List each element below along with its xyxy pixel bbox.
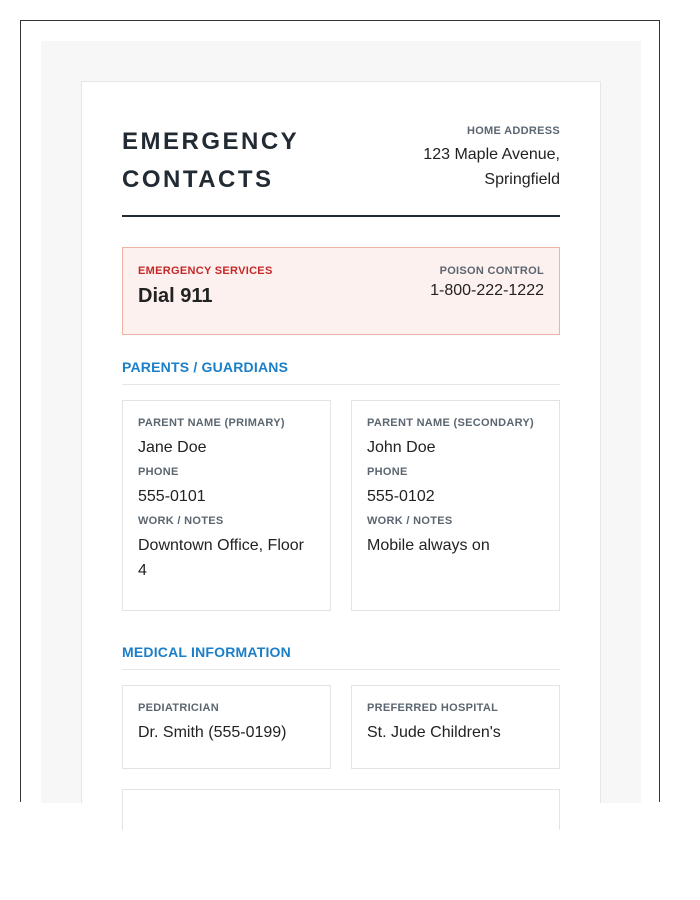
emergency-services-label: EMERGENCY SERVICES [138,265,273,277]
pediatrician-value: Dr. Smith (555-0199) [138,724,287,741]
notes-label: WORK / NOTES [367,515,453,527]
parent-name-value: John Doe [367,439,436,456]
parents-grid [122,400,560,611]
poison-control-label: POISON CONTROL [439,265,544,277]
page-frame [20,20,660,802]
emergency-alert-box [122,247,560,335]
medical-grid [122,685,560,769]
field-parent-name [367,417,544,460]
field-notes [138,515,315,583]
poison-control-value: 1-800-222-1222 [430,282,544,299]
field-notes [367,515,544,558]
field-parent-name [138,417,315,460]
notes-label: WORK / NOTES [138,515,224,527]
poison-control-block [430,265,544,334]
notes-value: Mobile always on [367,537,490,554]
phone-value: 555-0102 [367,488,435,505]
hospital-card [351,685,560,769]
parent-name-value: Jane Doe [138,439,207,456]
notes-value: Downtown Office, Floor 4 [138,537,304,579]
parent-name-label: PARENT NAME (SECONDARY) [367,417,535,429]
pediatrician-label: PEDIATRICIAN [138,702,220,714]
hospital-value: St. Jude Children's [367,724,501,741]
pediatrician-card [122,685,331,769]
section-title-medical: MEDICAL INFORMATION [122,644,560,670]
section-title-parents: PARENTS / GUARDIANS [122,359,560,385]
parent-card-primary [122,400,331,611]
emergency-services-value: Dial 911 [138,285,213,307]
parent-card-secondary [351,400,560,611]
phone-label: PHONE [367,466,408,478]
phone-value: 555-0101 [138,488,206,505]
field-phone [367,466,544,509]
page-title: EMERGENCY CONTACTS [122,128,299,193]
additional-info-box [122,789,560,830]
home-address-block [415,125,560,192]
page-background [41,41,641,803]
home-address-value: 123 Maple Avenue, Springfield [423,146,560,188]
phone-label: PHONE [138,466,179,478]
parent-name-label: PARENT NAME (PRIMARY) [138,417,285,429]
home-address-label: HOME ADDRESS [466,125,560,137]
hospital-label: PREFERRED HOSPITAL [367,702,499,714]
document-header [122,82,560,217]
field-phone [138,466,315,509]
emergency-services-block [138,265,273,334]
document-card [81,81,601,803]
